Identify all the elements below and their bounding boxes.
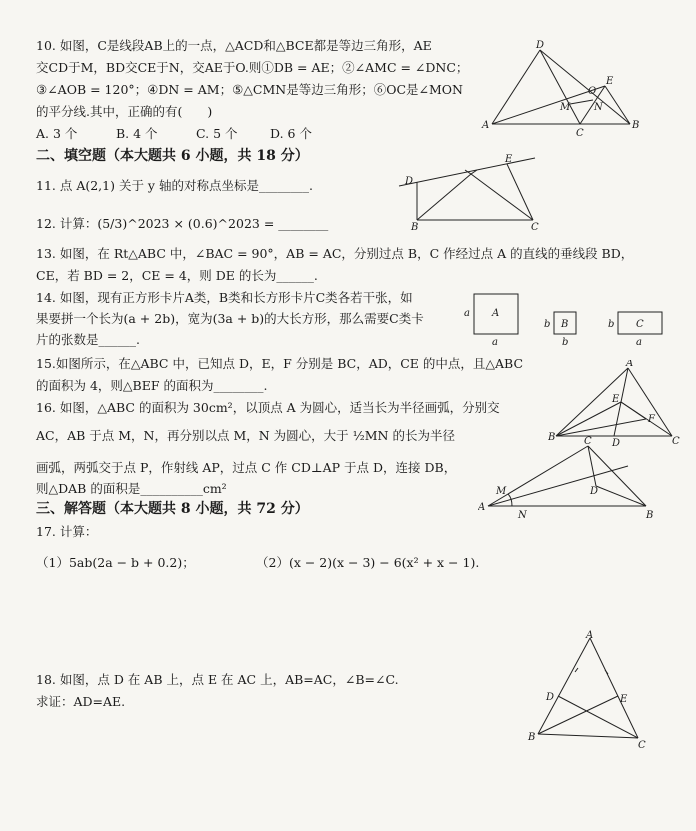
q10-option-c: C. 5 个 (196, 126, 238, 141)
q10-label-o: O (588, 86, 597, 97)
q16-line4: 则△DAB 的面积是__________cm² (36, 481, 227, 496)
q14-line2: 果要拼一个长为(a + 2b)，宽为(3a + b)的大长方形，那么需要C类卡 (36, 311, 424, 326)
card-a-label: A (492, 308, 500, 319)
q16-label-d: D (590, 486, 599, 497)
q15-label-c: C (672, 436, 680, 446)
q13-label-e: E (505, 154, 513, 165)
section-3-title: 三、解答题（本大题共 8 小题，共 72 分） (36, 501, 309, 517)
q15-label-b: B (548, 432, 556, 443)
card-c-bottom: a (636, 337, 642, 348)
q10-label-c: C (576, 128, 584, 138)
q13-line2: CE，若 BD = 2，CE = 4，则 DE 的长为______. (36, 268, 318, 283)
q10-line4: 的平分线.其中，正确的有( ) (36, 104, 213, 119)
q10-label-e: E (606, 76, 614, 87)
q18-label-b: B (528, 732, 536, 743)
q16-label-b: B (646, 510, 653, 520)
q10-label-d: D (536, 40, 545, 51)
card-b-label: B (561, 319, 569, 330)
card-b-side: b (544, 319, 551, 330)
q15-label-d: D (612, 438, 621, 446)
q16-line1: 16. 如图，△ABC 的面积为 30cm²，以顶点 A 为圆心，适当长为半径画弧，分别交 (36, 400, 500, 415)
q18-line2: 求证：AD=AE. (36, 694, 126, 709)
q15-label-a: A (626, 360, 634, 369)
q13-label-b: B (411, 222, 419, 232)
q10-option-d: D. 6 个 (270, 126, 312, 141)
card-b-bottom: b (562, 337, 569, 348)
q16-line3: 画弧，两弧交于点 P，作射线 AP，过点 C 作 CD⊥AP 于点 D，连接 DB， (36, 460, 457, 475)
card-c-label: C (636, 319, 644, 330)
q16-label-m: M (496, 486, 507, 497)
q10-option-b: B. 4 个 (116, 126, 158, 141)
q10-figure (480, 38, 640, 138)
q13-label-c: C (531, 222, 539, 232)
q18-label-e: E (620, 694, 628, 705)
q16-label-n: N (518, 510, 527, 520)
q10-line1: 10. 如图，C是线段AB上的一点，△ACD和△BCE都是等边三角形，AE (36, 38, 432, 53)
q15-line2: 的面积为 4，则△BEF 的面积为________. (36, 378, 268, 393)
card-a-bottom: a (492, 337, 498, 348)
q14-line3: 片的张数是______. (36, 332, 140, 347)
q17-title: 17. 计算： (36, 524, 98, 539)
q13-figure (395, 150, 545, 232)
card-c-side: b (608, 319, 615, 330)
q16-line2: AC，AB 于点 M，N，再分别以点 M，N 为圆心，大于 ½MN 的长为半径 (36, 428, 455, 443)
q16-label-a: A (478, 502, 486, 513)
q10-label-a: A (482, 120, 490, 131)
q15-label-e: E (612, 394, 620, 405)
q10-label-b: B (632, 120, 640, 131)
q18-figure (520, 628, 660, 752)
q10-line2: 交CD于M，BD交CE于N，交AE于O.则①DB = AE；②∠AMC = ∠DNC； (36, 60, 469, 75)
section-2-title: 二、填空题（本大题共 6 小题，共 18 分） (36, 148, 309, 164)
q15-line1: 15.如图所示，在△ABC 中，已知点 D，E，F 分别是 BC，AD，CE 的中点，且△ABC (36, 356, 524, 371)
q18-label-c: C (638, 740, 646, 751)
q14-line1: 14. 如图，现有正方形卡片A类，B类和长方形卡片C类各若干张，如 (36, 290, 413, 305)
q14-cards-figure (462, 290, 682, 348)
q16-label-c: C (584, 436, 592, 447)
q10-line3: ③∠AOB = 120°；④DN = AM；⑤△CMN是等边三角形；⑥OC是∠MON (36, 82, 463, 97)
q17-part1: （1）5ab(2a − b + 0.2)； (36, 555, 195, 570)
q10-label-m: M (560, 102, 571, 113)
q18-label-a: A (586, 630, 594, 641)
q17-part2: （2）(x − 2)(x − 3) − 6(x² + x − 1). (256, 555, 480, 570)
q15-label-f: F (648, 414, 655, 425)
q13-line1: 13. 如图，在 Rt△ABC 中，∠BAC = 90°，AB = AC，分别过点 B，C 作经过点 A 的直线的垂线段 BD， (36, 246, 634, 261)
q16-figure (478, 436, 653, 520)
q12-text: 12. 计算：(5/3)^2023 × (0.6)^2023 = ________ (36, 216, 329, 231)
q15-figure (548, 360, 683, 446)
q18-line1: 18. 如图，点 D 在 AB 上，点 E 在 AC 上，AB=AC，∠B=∠C. (36, 672, 399, 687)
q18-label-d: D (546, 692, 555, 703)
q11-text: 11. 点 A(2,1) 关于 y 轴的对称点坐标是________. (36, 178, 313, 193)
q10-label-n: N (594, 102, 603, 113)
card-a-side: a (464, 308, 470, 319)
q13-label-d: D (405, 176, 414, 187)
q10-option-a: A. 3 个 (36, 126, 78, 141)
